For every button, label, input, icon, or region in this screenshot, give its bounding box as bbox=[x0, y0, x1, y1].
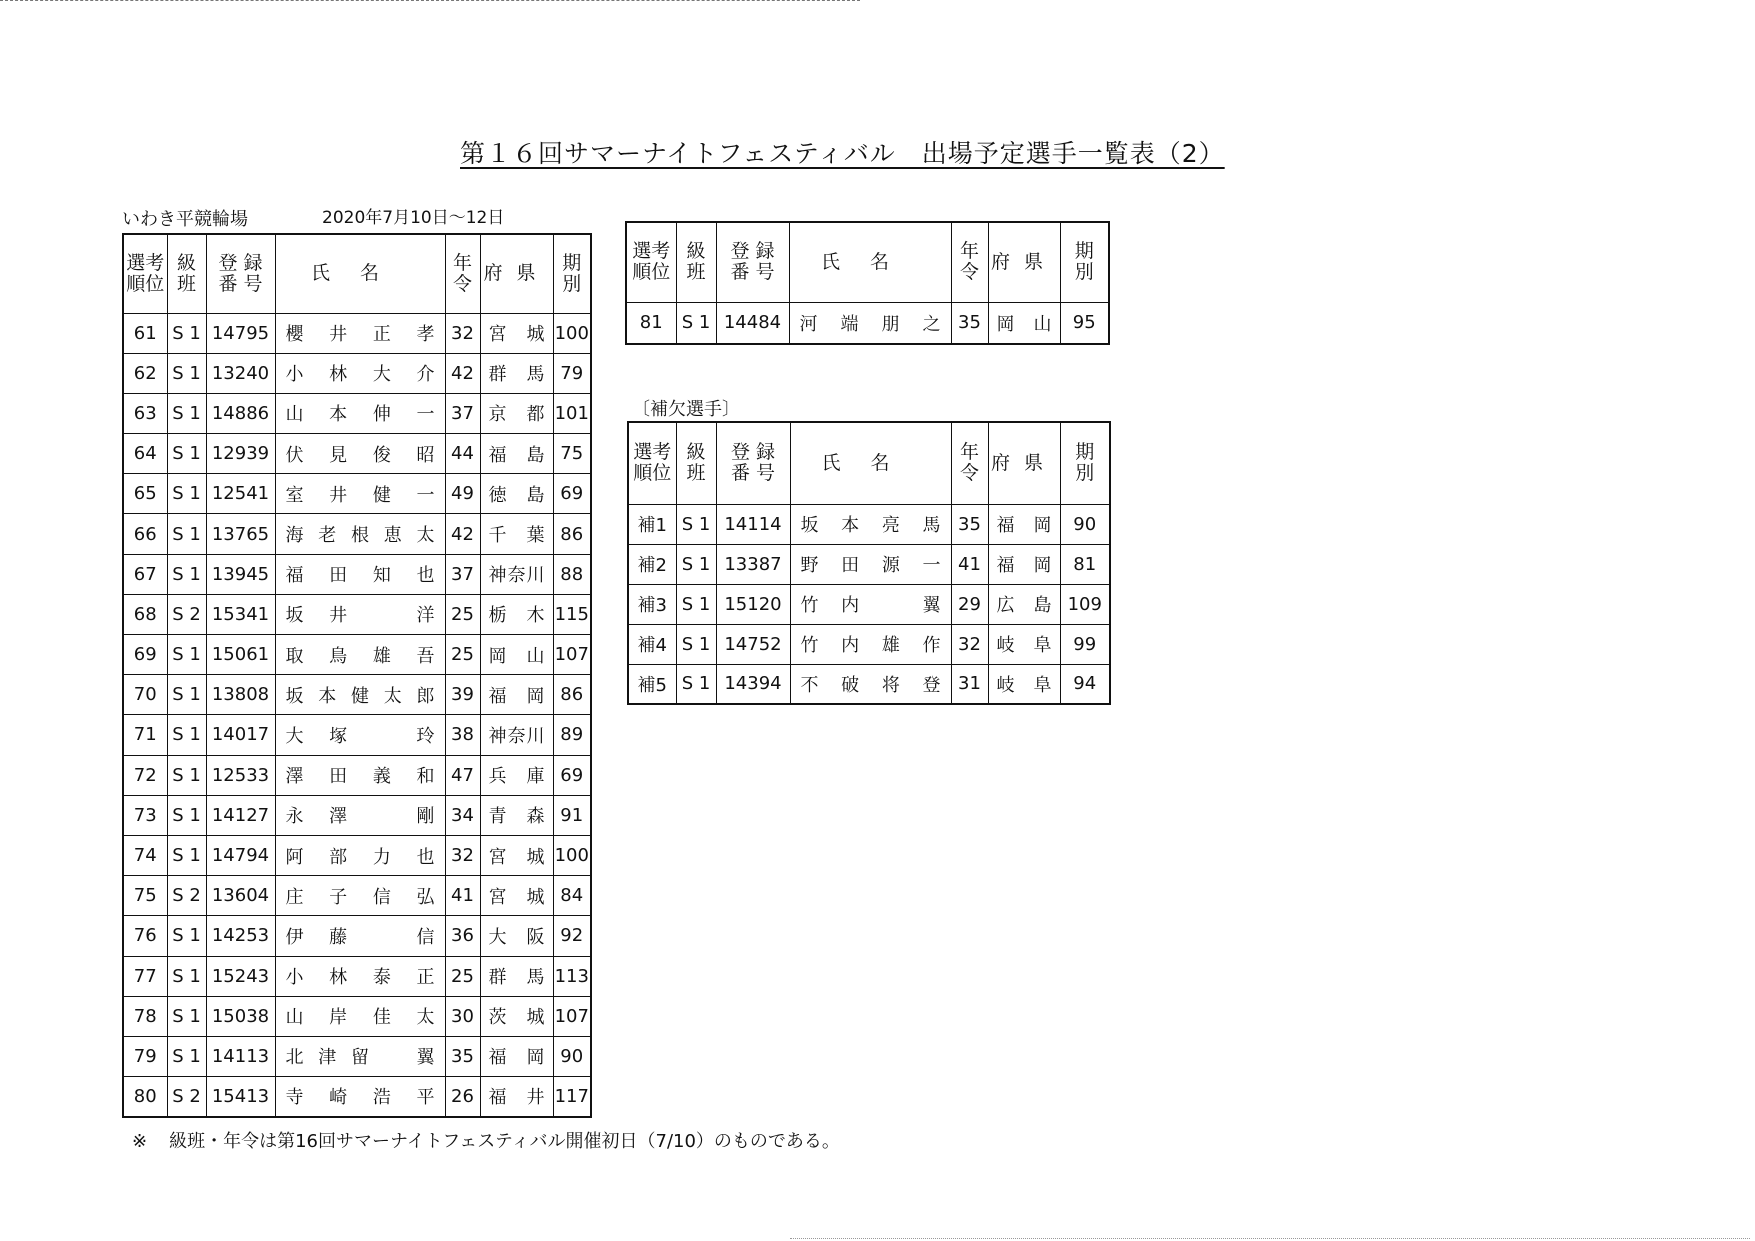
cell-term: 92 bbox=[553, 916, 591, 956]
cell-class: S 1 bbox=[167, 835, 206, 875]
cell-term: 95 bbox=[1060, 302, 1109, 344]
cell-class: S 1 bbox=[167, 313, 206, 353]
table-row bbox=[123, 313, 591, 353]
cell-name: 大塚 玲 bbox=[275, 715, 445, 755]
cell-registration: 14886 bbox=[206, 393, 275, 433]
header-row bbox=[626, 222, 1109, 302]
cell-class: S 1 bbox=[167, 996, 206, 1036]
cell-age: 39 bbox=[445, 675, 480, 715]
cell-term: 117 bbox=[553, 1077, 591, 1117]
cell-rank: 80 bbox=[123, 1077, 167, 1117]
cell-registration: 15341 bbox=[206, 594, 275, 634]
cell-term: 115 bbox=[553, 594, 591, 634]
table-row bbox=[123, 1036, 591, 1076]
cell-term: 89 bbox=[553, 715, 591, 755]
cell-term: 100 bbox=[553, 835, 591, 875]
cell-prefecture: 神奈川 bbox=[480, 554, 553, 594]
header-rank bbox=[123, 234, 167, 313]
cell-name: 坂井 洋 bbox=[275, 594, 445, 634]
cell-term: 79 bbox=[553, 353, 591, 393]
cell-class: S 1 bbox=[167, 474, 206, 514]
cell-age: 35 bbox=[445, 1036, 480, 1076]
cell-prefecture: 宮城 bbox=[480, 835, 553, 875]
header-age bbox=[951, 222, 988, 302]
cell-registration: 14114 bbox=[716, 504, 790, 544]
cell-rank: 77 bbox=[123, 956, 167, 996]
header-rank bbox=[628, 422, 676, 504]
cell-name: 北津留 翼 bbox=[275, 1036, 445, 1076]
cell-prefecture: 京都 bbox=[480, 393, 553, 433]
cell-registration: 13808 bbox=[206, 675, 275, 715]
cell-age: 26 bbox=[445, 1077, 480, 1117]
cell-age: 37 bbox=[445, 554, 480, 594]
header-term-line: 別 bbox=[1075, 462, 1095, 485]
cell-class: S 1 bbox=[167, 795, 206, 835]
cell-class: S 2 bbox=[167, 594, 206, 634]
cell-term: 90 bbox=[553, 1036, 591, 1076]
cell-term: 107 bbox=[553, 996, 591, 1036]
cell-age: 25 bbox=[445, 956, 480, 996]
header-term-line: 期 bbox=[1074, 240, 1094, 263]
substitutes-label: 〔補欠選手〕 bbox=[632, 399, 740, 420]
cell-rank: 70 bbox=[123, 675, 167, 715]
cell-age: 32 bbox=[445, 313, 480, 353]
cell-class: S 1 bbox=[676, 504, 716, 544]
header-registration-line: 登 録 bbox=[730, 240, 775, 263]
table-row bbox=[123, 675, 591, 715]
cell-age: 42 bbox=[445, 353, 480, 393]
header-age bbox=[445, 234, 480, 313]
cell-prefecture: 神奈川 bbox=[480, 715, 553, 755]
cell-term: 94 bbox=[1060, 664, 1110, 704]
cell-class: S 1 bbox=[167, 956, 206, 996]
cell-name: 小林泰正 bbox=[275, 956, 445, 996]
cell-term: 91 bbox=[553, 795, 591, 835]
scan-edge-top bbox=[0, 0, 860, 4]
header-rank-line: 順位 bbox=[633, 462, 672, 485]
header-prefecture: 府県 bbox=[988, 222, 1060, 302]
header-age-line: 年 bbox=[959, 441, 979, 464]
header-class-line: 班 bbox=[686, 261, 706, 284]
header-age-line: 令 bbox=[959, 462, 979, 485]
cell-prefecture: 宮城 bbox=[480, 313, 553, 353]
table-row bbox=[123, 1077, 591, 1117]
header-prefecture: 府県 bbox=[988, 422, 1060, 504]
cell-rank: 73 bbox=[123, 795, 167, 835]
cell-rank: 63 bbox=[123, 393, 167, 433]
cell-name: 海老根恵太 bbox=[275, 514, 445, 554]
header-name: 氏名 bbox=[790, 422, 951, 504]
cell-term: 86 bbox=[553, 675, 591, 715]
cell-registration: 15061 bbox=[206, 635, 275, 675]
cell-prefecture: 福井 bbox=[480, 1077, 553, 1117]
cell-rank: 81 bbox=[626, 302, 676, 344]
header-age bbox=[951, 422, 988, 504]
cell-name: 伏見俊昭 bbox=[275, 434, 445, 474]
header-registration bbox=[206, 234, 275, 313]
cell-prefecture: 徳島 bbox=[480, 474, 553, 514]
cell-age: 35 bbox=[951, 504, 988, 544]
header-rank-line: 選考 bbox=[126, 251, 165, 274]
cell-registration: 15038 bbox=[206, 996, 275, 1036]
cell-prefecture: 大阪 bbox=[480, 916, 553, 956]
header-registration-line: 番 号 bbox=[730, 261, 775, 284]
header-age-line: 令 bbox=[452, 272, 472, 295]
cell-prefecture: 岐阜 bbox=[988, 664, 1060, 704]
cell-age: 36 bbox=[445, 916, 480, 956]
header-class-line: 班 bbox=[686, 462, 706, 485]
header-age-line: 年 bbox=[959, 240, 979, 263]
cell-name: 永澤 剛 bbox=[275, 795, 445, 835]
cell-age: 32 bbox=[951, 624, 988, 664]
cell-prefecture: 福岡 bbox=[988, 544, 1060, 584]
cell-age: 49 bbox=[445, 474, 480, 514]
cell-prefecture: 千葉 bbox=[480, 514, 553, 554]
cell-rank: 78 bbox=[123, 996, 167, 1036]
cell-class: S 1 bbox=[676, 302, 716, 344]
cell-term: 84 bbox=[553, 876, 591, 916]
header-term-line: 別 bbox=[562, 272, 582, 295]
venue-label: いわき平競輪場 bbox=[122, 209, 248, 230]
cell-term: 100 bbox=[553, 313, 591, 353]
header-prefecture: 府県 bbox=[480, 234, 553, 313]
cell-age: 41 bbox=[951, 544, 988, 584]
cell-term: 69 bbox=[553, 474, 591, 514]
cell-term: 113 bbox=[553, 956, 591, 996]
cell-rank: 62 bbox=[123, 353, 167, 393]
cell-prefecture: 福岡 bbox=[988, 504, 1060, 544]
cell-class: S 1 bbox=[676, 584, 716, 624]
table-row bbox=[628, 504, 1110, 544]
cell-class: S 1 bbox=[167, 755, 206, 795]
header-rank-line: 順位 bbox=[126, 272, 165, 295]
cell-class: S 1 bbox=[676, 544, 716, 584]
header-age-line: 年 bbox=[452, 251, 472, 274]
cell-age: 42 bbox=[445, 514, 480, 554]
table-row bbox=[123, 916, 591, 956]
header-term bbox=[553, 234, 591, 313]
table-row bbox=[123, 393, 591, 433]
footnote bbox=[132, 1127, 840, 1153]
cell-registration: 13240 bbox=[206, 353, 275, 393]
cell-rank: 76 bbox=[123, 916, 167, 956]
page-title: 第１６回サマーナイトフェスティバル 出場予定選手一覧表（2） bbox=[460, 139, 1225, 168]
cell-name: 竹内雄作 bbox=[790, 624, 951, 664]
table-row bbox=[123, 554, 591, 594]
cell-age: 35 bbox=[951, 302, 988, 344]
cell-name: 澤田義和 bbox=[275, 755, 445, 795]
footnote-mark: ※ bbox=[132, 1131, 148, 1152]
cell-registration: 14752 bbox=[716, 624, 790, 664]
cell-term: 90 bbox=[1060, 504, 1110, 544]
cell-age: 31 bbox=[951, 664, 988, 704]
cell-prefecture: 茨城 bbox=[480, 996, 553, 1036]
cell-prefecture: 岐阜 bbox=[988, 624, 1060, 664]
table-row bbox=[123, 795, 591, 835]
cell-registration: 12533 bbox=[206, 755, 275, 795]
table-row bbox=[123, 474, 591, 514]
table-row bbox=[628, 664, 1110, 704]
cell-term: 101 bbox=[553, 393, 591, 433]
header-class-line: 級 bbox=[176, 251, 196, 274]
substitutes-table bbox=[627, 421, 1111, 705]
cell-registration: 14113 bbox=[206, 1036, 275, 1076]
cell-name: 寺崎浩平 bbox=[275, 1077, 445, 1117]
cell-name: 坂本健太郎 bbox=[275, 675, 445, 715]
cell-rank: 補2 bbox=[628, 544, 676, 584]
header-rank-line: 順位 bbox=[632, 261, 671, 284]
cell-name: 山本伸一 bbox=[275, 393, 445, 433]
cell-class: S 1 bbox=[167, 715, 206, 755]
table-row bbox=[123, 755, 591, 795]
header-rank-line: 選考 bbox=[633, 441, 672, 464]
header-rank bbox=[626, 222, 676, 302]
cell-class: S 2 bbox=[167, 1077, 206, 1117]
cell-age: 37 bbox=[445, 393, 480, 433]
cell-term: 69 bbox=[553, 755, 591, 795]
header-class-line: 班 bbox=[176, 272, 196, 295]
cell-prefecture: 栃木 bbox=[480, 594, 553, 634]
cell-registration: 14394 bbox=[716, 664, 790, 704]
header-registration-line: 登 録 bbox=[730, 441, 776, 464]
cell-term: 109 bbox=[1060, 584, 1110, 624]
cell-registration: 13387 bbox=[716, 544, 790, 584]
cell-rank: 補3 bbox=[628, 584, 676, 624]
cell-prefecture: 福島 bbox=[480, 434, 553, 474]
rank-81-table bbox=[625, 221, 1110, 345]
header-registration-line: 番 号 bbox=[218, 272, 263, 295]
header-class-line: 級 bbox=[686, 441, 706, 464]
cell-class: S 1 bbox=[676, 624, 716, 664]
cell-rank: 71 bbox=[123, 715, 167, 755]
header-name: 氏名 bbox=[789, 222, 951, 302]
table-row bbox=[123, 996, 591, 1036]
table-row bbox=[123, 594, 591, 634]
cell-prefecture: 宮城 bbox=[480, 876, 553, 916]
cell-age: 44 bbox=[445, 434, 480, 474]
cell-class: S 1 bbox=[167, 675, 206, 715]
header-registration bbox=[716, 422, 790, 504]
cell-class: S 1 bbox=[167, 434, 206, 474]
header-term bbox=[1060, 422, 1110, 504]
cell-term: 81 bbox=[1060, 544, 1110, 584]
header-registration bbox=[716, 222, 789, 302]
cell-term: 99 bbox=[1060, 624, 1110, 664]
cell-registration: 14017 bbox=[206, 715, 275, 755]
cell-registration: 14484 bbox=[716, 302, 789, 344]
table-row bbox=[628, 544, 1110, 584]
header-row bbox=[123, 234, 591, 313]
cell-prefecture: 広島 bbox=[988, 584, 1060, 624]
cell-age: 29 bbox=[951, 584, 988, 624]
cell-registration: 15120 bbox=[716, 584, 790, 624]
cell-name: 竹内 翼 bbox=[790, 584, 951, 624]
cell-registration: 12939 bbox=[206, 434, 275, 474]
cell-name: 室井健一 bbox=[275, 474, 445, 514]
cell-age: 25 bbox=[445, 594, 480, 634]
cell-name: 櫻井正孝 bbox=[275, 313, 445, 353]
cell-name: 山岸佳太 bbox=[275, 996, 445, 1036]
cell-prefecture: 群馬 bbox=[480, 956, 553, 996]
table-row bbox=[123, 835, 591, 875]
cell-name: 伊藤 信 bbox=[275, 916, 445, 956]
header-class-line: 級 bbox=[686, 240, 706, 263]
cell-age: 47 bbox=[445, 755, 480, 795]
cell-name: 阿部力也 bbox=[275, 835, 445, 875]
cell-class: S 1 bbox=[167, 393, 206, 433]
cell-rank: 69 bbox=[123, 635, 167, 675]
header-row bbox=[628, 422, 1110, 504]
cell-registration: 14253 bbox=[206, 916, 275, 956]
header-name: 氏名 bbox=[275, 234, 445, 313]
header-term-line: 期 bbox=[562, 251, 582, 274]
cell-registration: 14127 bbox=[206, 795, 275, 835]
table-row bbox=[123, 715, 591, 755]
cell-rank: 79 bbox=[123, 1036, 167, 1076]
table-row bbox=[123, 353, 591, 393]
cell-term: 107 bbox=[553, 635, 591, 675]
cell-term: 86 bbox=[553, 514, 591, 554]
cell-rank: 補4 bbox=[628, 624, 676, 664]
cell-class: S 2 bbox=[167, 876, 206, 916]
date-range: 2020年7月10日～12日 bbox=[322, 208, 505, 228]
table-row bbox=[123, 635, 591, 675]
cell-name: 河端朋之 bbox=[789, 302, 951, 344]
cell-class: S 1 bbox=[167, 514, 206, 554]
cell-registration: 15243 bbox=[206, 956, 275, 996]
cell-registration: 13945 bbox=[206, 554, 275, 594]
cell-name: 不破将登 bbox=[790, 664, 951, 704]
table-row bbox=[123, 434, 591, 474]
header-rank-line: 選考 bbox=[632, 240, 671, 263]
cell-name: 福田知也 bbox=[275, 554, 445, 594]
cell-age: 32 bbox=[445, 835, 480, 875]
cell-registration: 14795 bbox=[206, 313, 275, 353]
cell-class: S 1 bbox=[167, 916, 206, 956]
cell-registration: 14794 bbox=[206, 835, 275, 875]
cell-class: S 1 bbox=[167, 353, 206, 393]
cell-class: S 1 bbox=[676, 664, 716, 704]
cell-class: S 1 bbox=[167, 554, 206, 594]
table-row bbox=[123, 876, 591, 916]
cell-rank: 72 bbox=[123, 755, 167, 795]
header-term-line: 別 bbox=[1074, 261, 1094, 284]
cell-rank: 66 bbox=[123, 514, 167, 554]
cell-rank: 補5 bbox=[628, 664, 676, 704]
cell-prefecture: 岡山 bbox=[988, 302, 1060, 344]
header-age-line: 令 bbox=[959, 261, 979, 284]
header-registration-line: 番 号 bbox=[730, 462, 776, 485]
cell-age: 30 bbox=[445, 996, 480, 1036]
cell-age: 41 bbox=[445, 876, 480, 916]
cell-prefecture: 青森 bbox=[480, 795, 553, 835]
footnote-text: 級班・年令は第16回サマーナイトフェスティバル開催初日（7/10）のものである。 bbox=[169, 1131, 840, 1152]
cell-prefecture: 岡山 bbox=[480, 635, 553, 675]
cell-name: 坂本亮馬 bbox=[790, 504, 951, 544]
table-row bbox=[628, 624, 1110, 664]
cell-rank: 75 bbox=[123, 876, 167, 916]
header-class bbox=[167, 234, 206, 313]
cell-rank: 67 bbox=[123, 554, 167, 594]
header-class bbox=[676, 422, 716, 504]
main-roster-table bbox=[122, 233, 592, 1118]
header-term-line: 期 bbox=[1075, 441, 1095, 464]
header-term bbox=[1060, 222, 1109, 302]
table-row bbox=[626, 302, 1109, 344]
cell-age: 25 bbox=[445, 635, 480, 675]
header-registration-line: 登 録 bbox=[218, 251, 263, 274]
cell-prefecture: 福岡 bbox=[480, 675, 553, 715]
cell-class: S 1 bbox=[167, 635, 206, 675]
table-row bbox=[123, 514, 591, 554]
cell-term: 88 bbox=[553, 554, 591, 594]
cell-rank: 61 bbox=[123, 313, 167, 353]
cell-prefecture: 兵庫 bbox=[480, 755, 553, 795]
cell-term: 75 bbox=[553, 434, 591, 474]
cell-name: 小林大介 bbox=[275, 353, 445, 393]
cell-prefecture: 福岡 bbox=[480, 1036, 553, 1076]
cell-name: 庄子信弘 bbox=[275, 876, 445, 916]
cell-age: 38 bbox=[445, 715, 480, 755]
table-row bbox=[628, 584, 1110, 624]
cell-rank: 65 bbox=[123, 474, 167, 514]
header-class bbox=[676, 222, 716, 302]
cell-age: 34 bbox=[445, 795, 480, 835]
cell-prefecture: 群馬 bbox=[480, 353, 553, 393]
cell-registration: 13604 bbox=[206, 876, 275, 916]
cell-rank: 64 bbox=[123, 434, 167, 474]
cell-registration: 13765 bbox=[206, 514, 275, 554]
table-row bbox=[123, 956, 591, 996]
cell-name: 野田源一 bbox=[790, 544, 951, 584]
cell-registration: 12541 bbox=[206, 474, 275, 514]
cell-rank: 68 bbox=[123, 594, 167, 634]
cell-rank: 74 bbox=[123, 835, 167, 875]
cell-rank: 補1 bbox=[628, 504, 676, 544]
cell-class: S 1 bbox=[167, 1036, 206, 1076]
cell-name: 取鳥雄吾 bbox=[275, 635, 445, 675]
cell-registration: 15413 bbox=[206, 1077, 275, 1117]
